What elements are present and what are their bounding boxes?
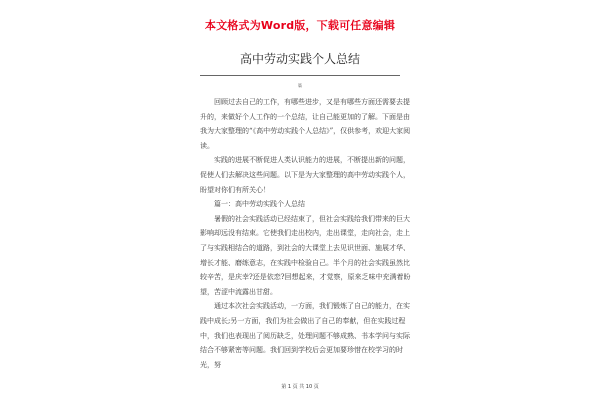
section-heading: 篇一：高中劳动实践个人总结 (214, 200, 305, 209)
body-paragraph: 通过本次社会实践活动，一方面，我们锻炼了自己的能力，在实践中成长;另一方面，我们为社会做出了自己的奉献，但在实践过程中，我们也表现出了阅历缺乏，处理问题不够成熟、书本学问与实际结合不够紧密等问题。我们回到学校后会更加要珍惜在校学习的时光，努 (200, 302, 410, 369)
word-format-banner: 本文格式为Word版，下载可任意编辑 (204, 19, 396, 32)
section-tag: 篇 (298, 83, 302, 88)
intro-paragraph: 回顾过去自己的工作，有哪些进步，又是有哪些方面还需要去提升的，来做好个人工作的一个总结，让自己能更加的了解。下面是由我为大家整理的“《高中劳动实践个人总结》”，仅供参考，欢迎大家阅读。 (200, 98, 411, 150)
body-paragraph: 暑假的社会实践活动已经结束了，但社会实践给我们带来的巨大影响却远没有结束。它使我们走出校内，走出课堂，走向社会，走上了与实践相结合的道路，到社会的大课堂上去见识世面、施展才华、增长才能、磨练意志，在实践中检验自己。半个月的社会实践虽然比较辛苦，是庆幸?还是依恋?回想起来，才觉察，原来乏味中充满着盼望，苦涩中流露出甘甜。 (200, 214, 411, 296)
title-divider (200, 75, 400, 76)
document-body (200, 95, 412, 372)
page-title: 高中劳动实践个人总结 (239, 52, 360, 66)
context-paragraph: 实践的进展不断促进人类认识能力的进展，不断提出新的问题，促使人们去解决这些问题。以下是为大家整理的高中劳动实践个人，盼望对你们有所关心！ (200, 156, 410, 194)
page-footer: 第 1 页 共 10 页 (281, 384, 319, 390)
